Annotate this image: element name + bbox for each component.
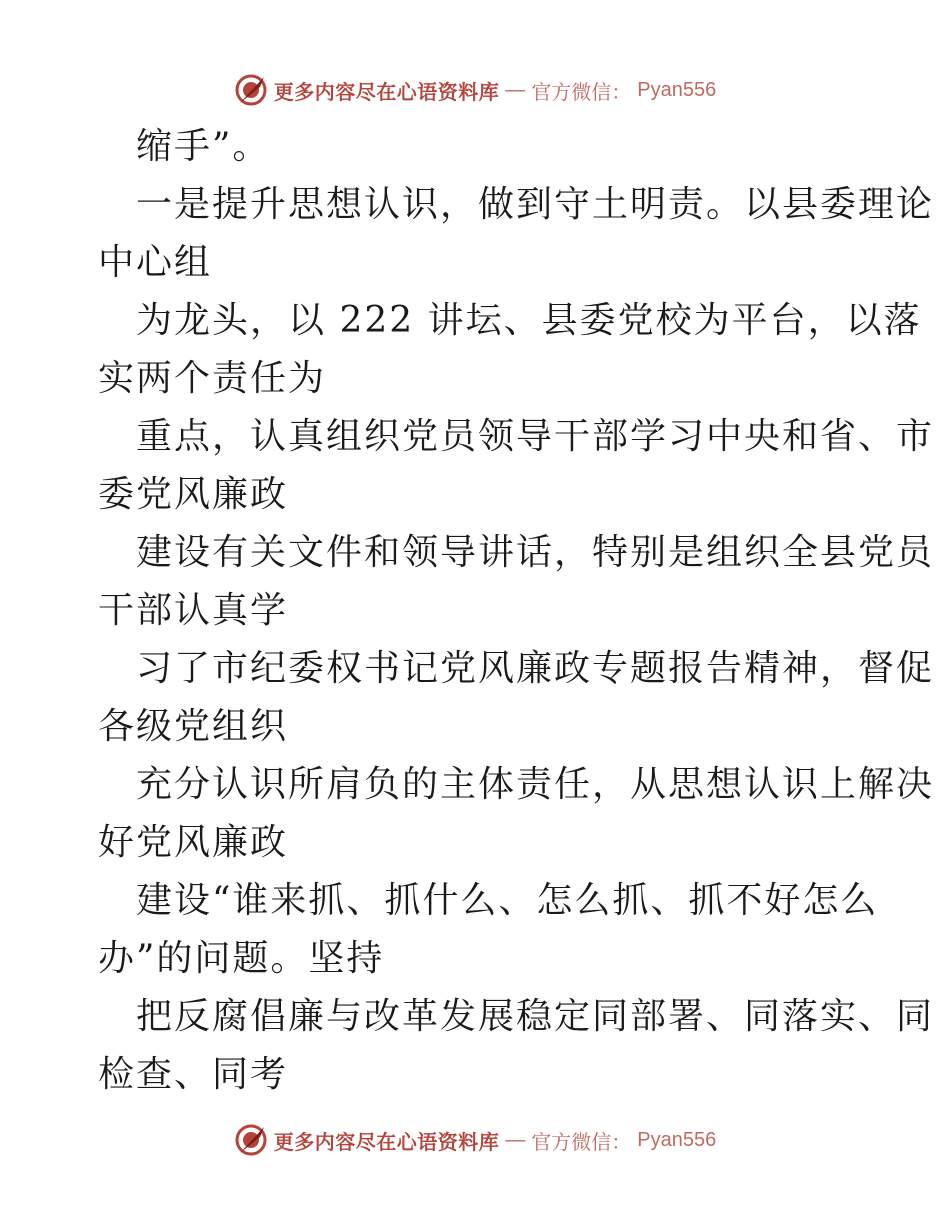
footer-wechat-label: 官方微信：: [531, 1129, 632, 1154]
document-body: [98, 118, 935, 1104]
header-wechat-label: 官方微信：: [531, 79, 632, 104]
body-line: 好党风廉政: [98, 822, 289, 863]
header-brand-text: 更多内容尽在心语资料库: [273, 79, 500, 104]
body-line: 建设有关文件和领导讲话，特别是组织全县党员: [136, 532, 935, 573]
body-line: 各级党组织: [98, 706, 289, 747]
footer-banner: [0, 1120, 950, 1160]
body-line: 实两个责任为: [98, 358, 327, 399]
body-line: 建设“谁来抓、抓什么、怎么抓、抓不好怎么: [136, 880, 879, 921]
body-line: 缩手”。: [136, 126, 271, 167]
body-line: 为龙头，以 222 讲坛、县委党校为平台，以落: [136, 300, 922, 341]
quill-logo-icon: [234, 73, 268, 107]
body-line: 重点，认真组织党员领导干部学习中央和省、市: [136, 416, 935, 457]
body-line: 检查、同考: [98, 1054, 289, 1095]
body-line: 委党风廉政: [98, 474, 289, 515]
body-line: 办”的问题。坚持: [98, 938, 385, 979]
body-line: 一是提升思想认识，做到守土明责。以县委理论: [136, 184, 935, 225]
footer-brand-text: 更多内容尽在心语资料库: [273, 1129, 500, 1154]
footer-wechat-id: Pyan556: [637, 1128, 717, 1151]
body-line: 把反腐倡廉与改革发展稳定同部署、同落实、同: [136, 996, 935, 1037]
header-banner: [0, 70, 950, 110]
body-line: 干部认真学: [98, 590, 289, 631]
quill-logo-icon: [234, 1123, 268, 1157]
body-line: 充分认识所肩负的主体责任，从思想认识上解决: [136, 764, 935, 805]
body-line: 中心组: [98, 242, 213, 283]
header-wechat-id: Pyan556: [637, 78, 717, 101]
header-separator: —: [505, 78, 526, 101]
body-line: 习了市纪委权书记党风廉政专题报告精神，督促: [136, 648, 935, 689]
footer-separator: —: [505, 1128, 526, 1151]
